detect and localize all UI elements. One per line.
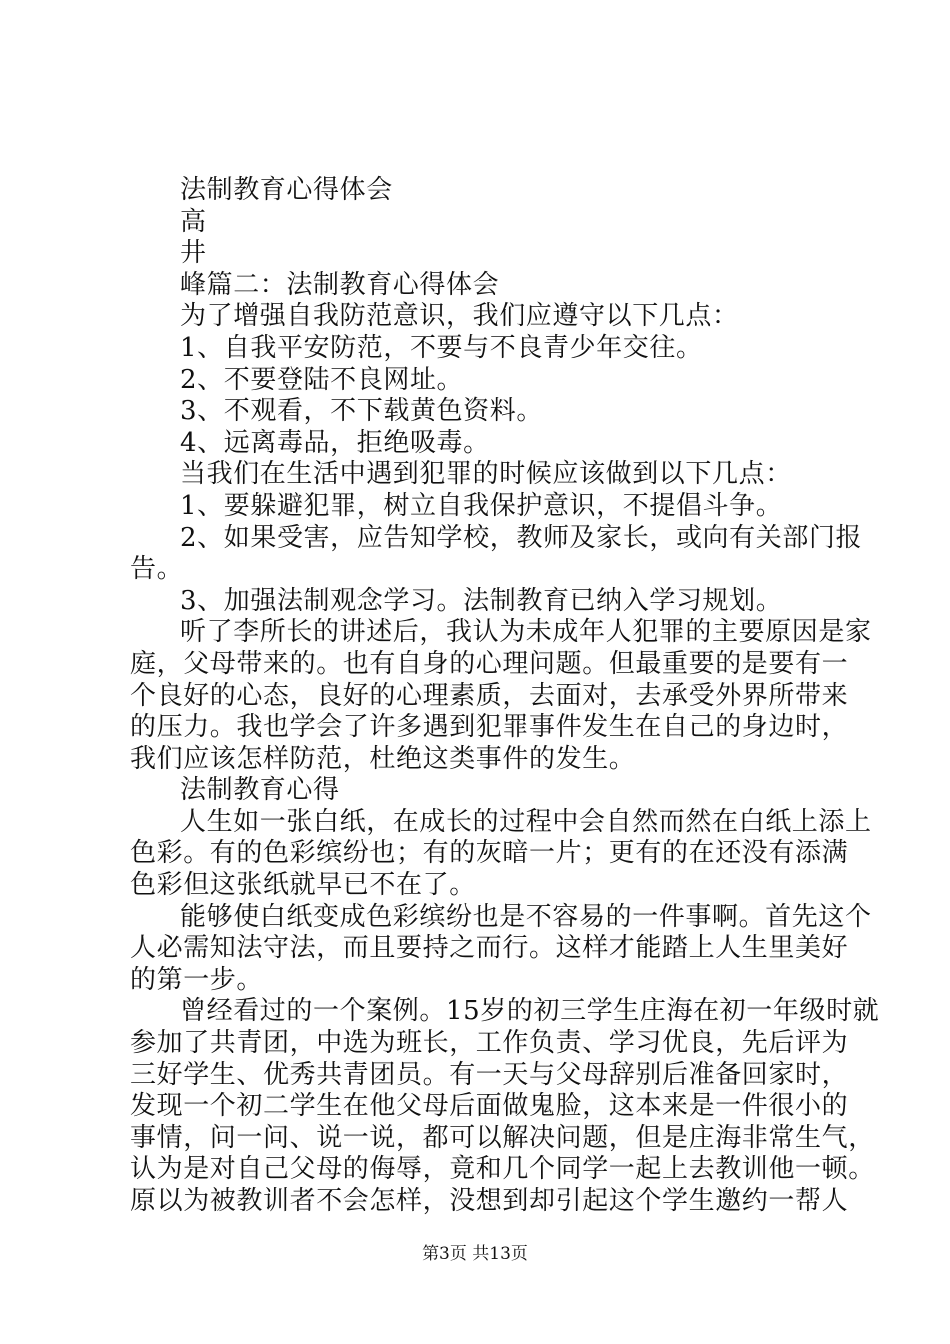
text-line: 个良好的心态，良好的心理素质，去面对，去承受外界所带来 [130,680,849,711]
text-line: 1、自我平安防范，不要与不良青少年交往。 [180,332,703,363]
text-line: 庭，父母带来的。也有自身的心理问题。但最重要的是要有一 [130,648,849,679]
text-line: 峰篇二：法制教育心得体会 [180,269,500,300]
text-line: 井 [180,238,207,269]
text-line: 色彩但这张纸就早已不在了。 [130,870,476,901]
text-line: 3、不观看，不下载黄色资料。 [180,396,543,427]
text-line: 当我们在生活中遇到犯罪的时候应该做到以下几点： [180,459,792,490]
text-line: 告。 [130,554,184,585]
text-line: 人必需知法守法，而且要持之而行。这样才能踏上人生里美好 [130,933,849,964]
text-line: 认为是对自己父母的侮辱，竟和几个同学一起上去教训他一顿。 [130,1154,875,1185]
text-line: 参加了共青团，中选为班长，工作负责、学习优良，先后评为 [130,1028,849,1059]
text-line: 的压力。我也学会了许多遇到犯罪事件发生在自己的身边时， [130,712,849,743]
text-line: 发现一个初二学生在他父母后面做鬼脸，这本来是一件很小的 [130,1091,849,1122]
text-line: 我们应该怎样防范，杜绝这类事件的发生。 [130,743,636,774]
text-line: 法制教育心得体会 [180,175,393,205]
text-line: 色彩。有的色彩缤纷也；有的灰暗一片；更有的在还没有添满 [130,838,849,869]
text-line: 能够使白纸变成色彩缤纷也是不容易的一件事啊。首先这个 [180,901,872,932]
text-line: 三好学生、优秀共青团员。有一天与父母辞别后准备回家时， [130,1059,849,1090]
text-line: 2、如果受害，应告知学校，教师及家长，或向有关部门报 [180,522,863,553]
text-line: 法制教育心得 [180,775,340,806]
text-line: 高 [180,206,207,237]
text-line: 听了李所长的讲述后，我认为未成年人犯罪的主要原因是家 [180,617,872,648]
text-line: 原以为被教训者不会怎样，没想到却引起这个学生邀约一帮人 [130,1186,849,1216]
text-line: 的第一步。 [130,964,264,995]
document-body [130,175,880,1218]
text-line: 2、不要登陆不良网址。 [180,364,464,395]
page-footer: 第3页 共13页 [422,1244,528,1264]
text-line: 人生如一张白纸，在成长的过程中会自然而然在白纸上添上 [180,806,872,837]
text-line: 4、远离毒品，拒绝吸毒。 [180,427,490,458]
text-line: 曾经看过的一个案例。15岁的初三学生庄海在初一年级时就 [180,996,880,1027]
text-line: 为了增强自我防范意识，我们应遵守以下几点： [180,301,739,332]
text-line: 3、加强法制观念学习。法制教育已纳入学习规划。 [180,585,783,616]
text-line: 事情，问一问、说一说，都可以解决问题，但是庄海非常生气， [130,1122,875,1153]
text-line: 1、要躲避犯罪，树立自我保护意识，不提倡斗争。 [180,490,783,521]
